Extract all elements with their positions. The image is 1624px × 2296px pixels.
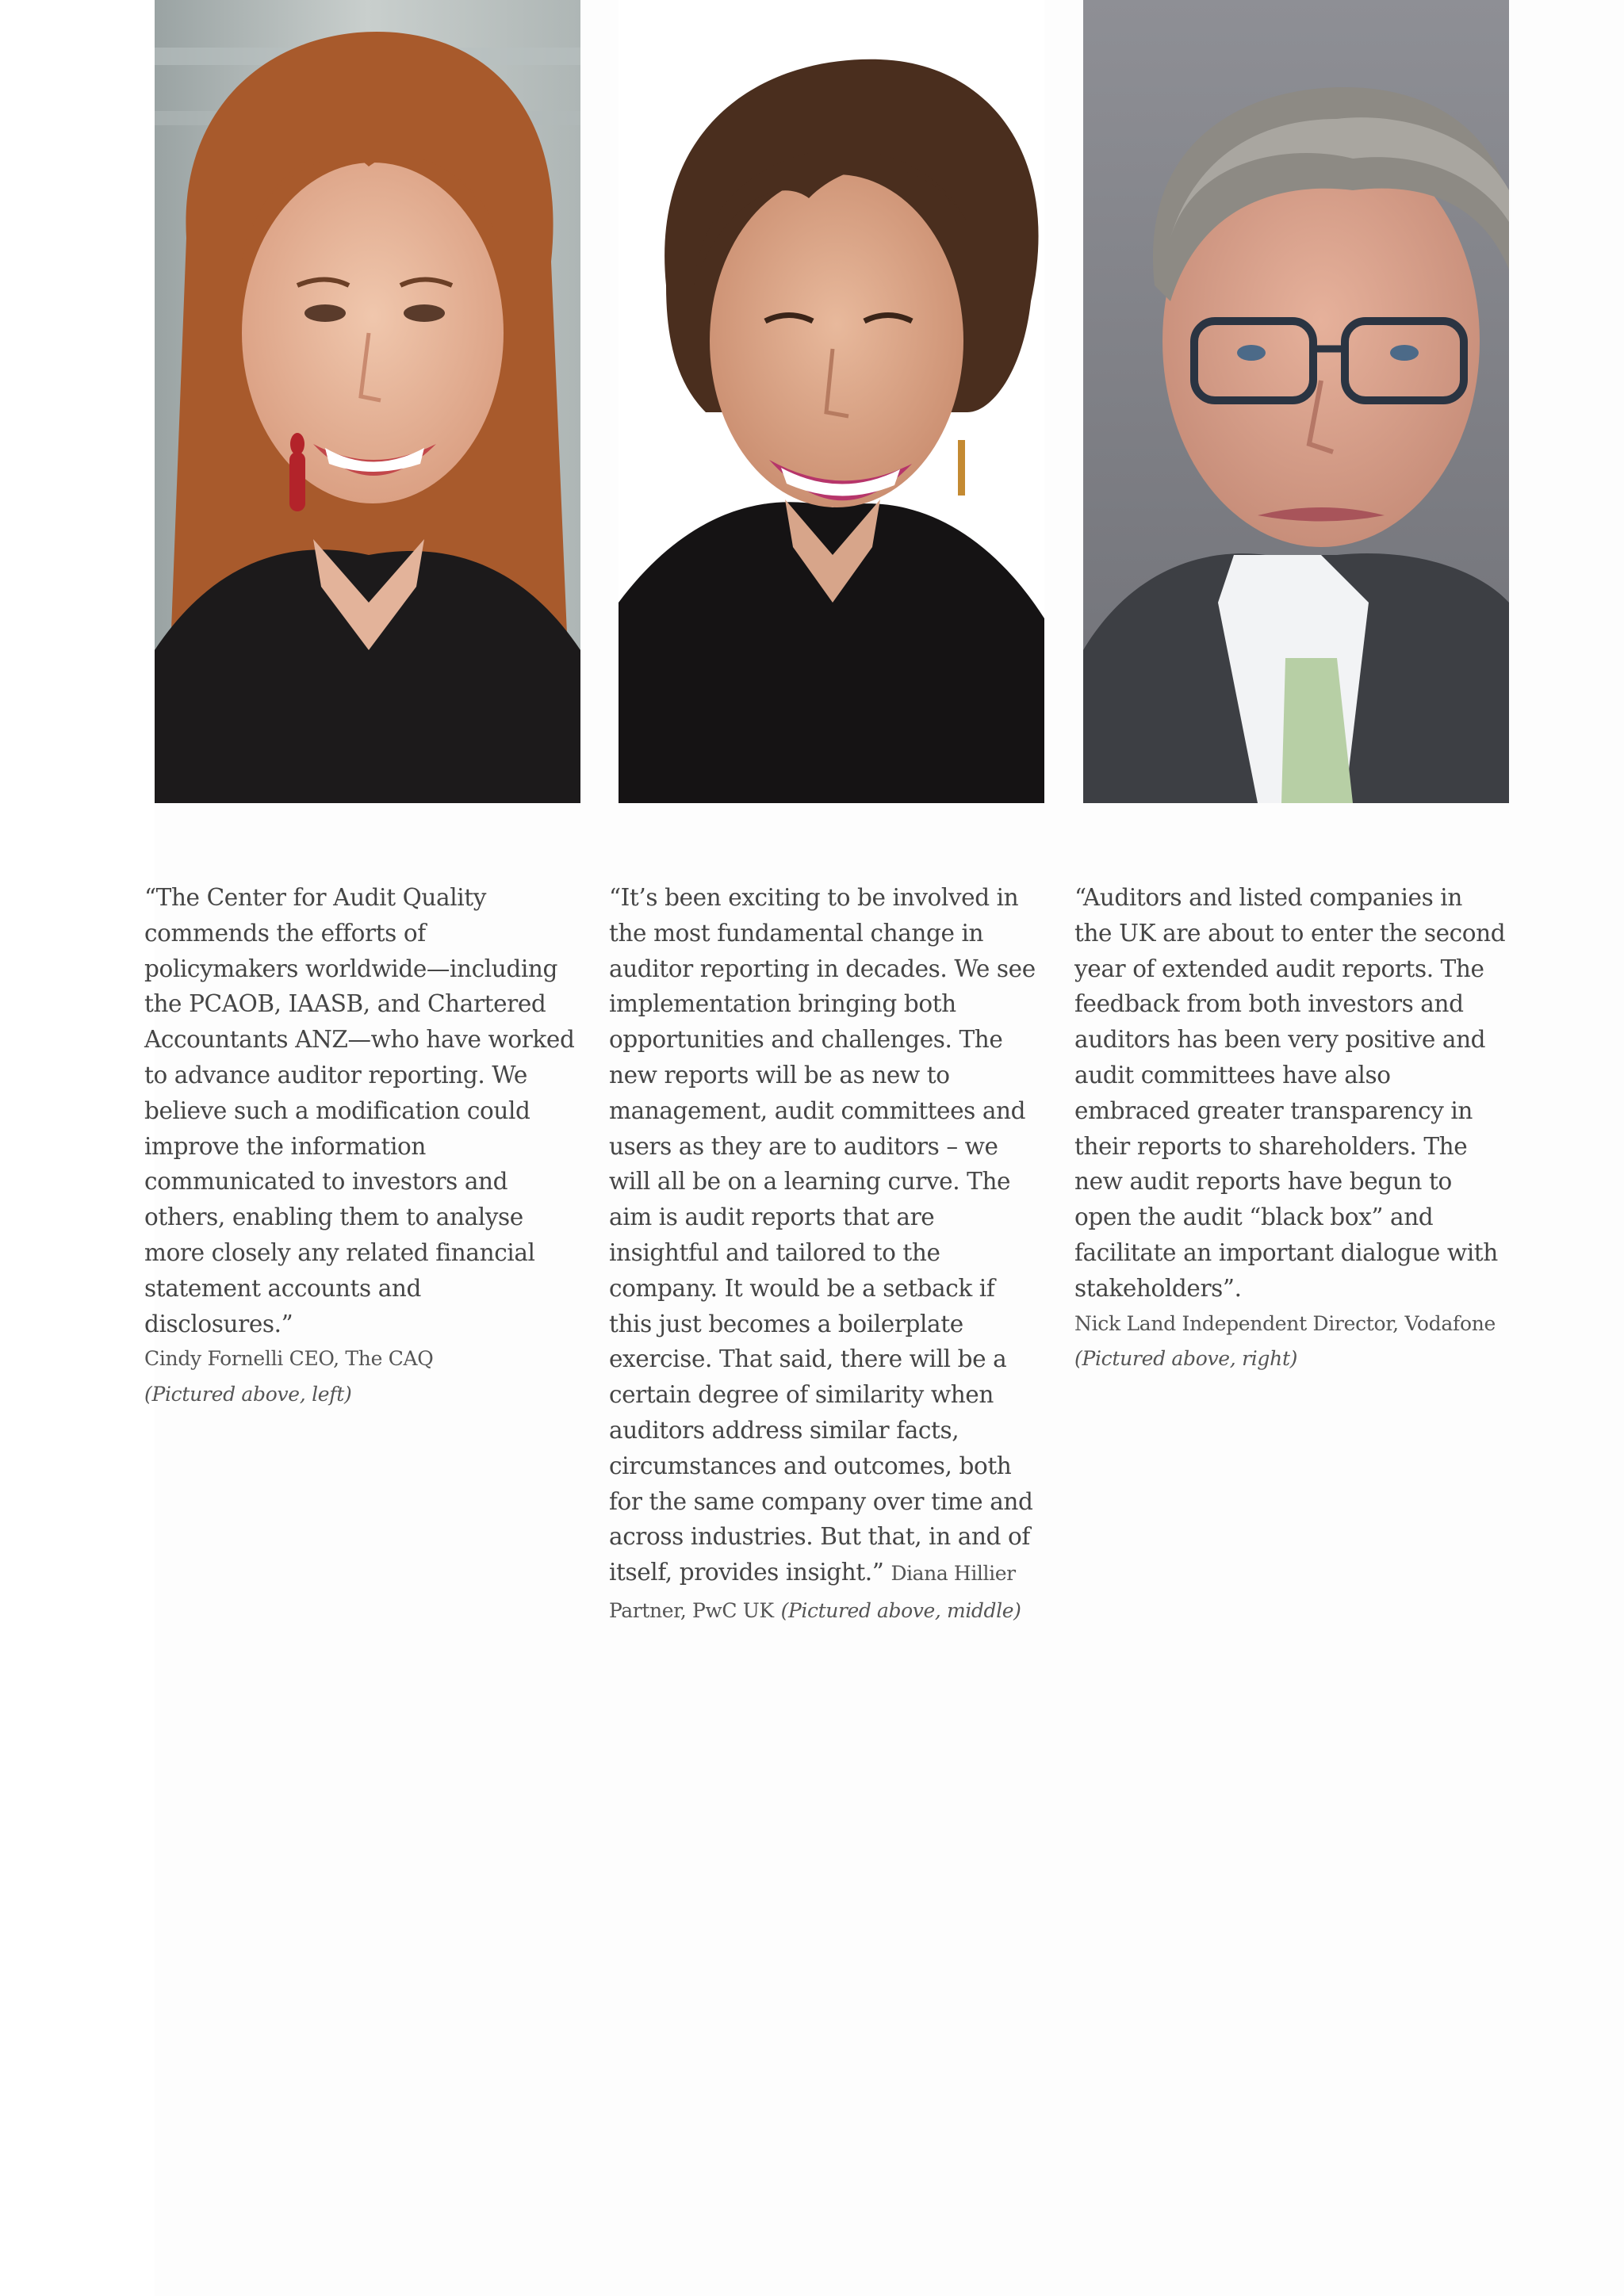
quote-body: “It’s been exciting to be involved in the most fundamental change in auditor reporting in decades. We see implementation bringing both opportunities and challenges. The new reports will be as new to management, audit committees and users as they are to auditors – we will all be on a learning curve. The aim is audit reports that are insightful and tailored to the company. It would be a setback if this just becomes a boilerplate exercise. That said, there will be a certain degree of similarity when auditors address similar facts, circumstances and outcomes, both for the same company over time and across industries. But that, in and of itself, provides insight.” — [609, 884, 1036, 1586]
quote-attribution: Nick Land Independent Director, Vodafone — [1074, 1311, 1496, 1335]
portrait-photo-middle — [619, 0, 1044, 803]
quote-column-middle — [609, 880, 1041, 1629]
pictured-caption: (Pictured above, middle) — [780, 1598, 1021, 1622]
portrait-photo-left — [155, 0, 580, 803]
quote-text — [609, 880, 1041, 1629]
quote-attribution: Cindy Fornelli CEO, The CAQ — [144, 1347, 434, 1371]
pictured-caption: (Pictured above, left) — [144, 1383, 352, 1406]
quote-text: “Auditors and listed companies in the UK are about to enter the second year of extended audit reports. The feedback from both investors and auditors has been very positive and audit committees have also embraced greater transparency in their reports to shareholders. The new audit reports have begun to open the audit “black box” and facilitate an important dialogue with stakeholders”. — [1074, 884, 1506, 1302]
quote-column-left — [144, 880, 576, 1413]
pictured-caption: (Pictured above, right) — [1074, 1347, 1298, 1371]
quote-text: “The Center for Audit Quality commends the efforts of policymakers worldwide—including the PCAOB, IAASB, and Chartered Accountants ANZ—who have worked to advance auditor reporting. We believe such a modification could improve the information communicated to investors and others, enabling them to analyse more closely any related financial statement accounts and disclosures.” — [144, 884, 575, 1337]
quote-attribution: Diana Hillier Partner, PwC UK — [609, 1562, 1016, 1622]
quote-column-right — [1074, 880, 1507, 1377]
portrait-photo-right — [1083, 0, 1509, 803]
